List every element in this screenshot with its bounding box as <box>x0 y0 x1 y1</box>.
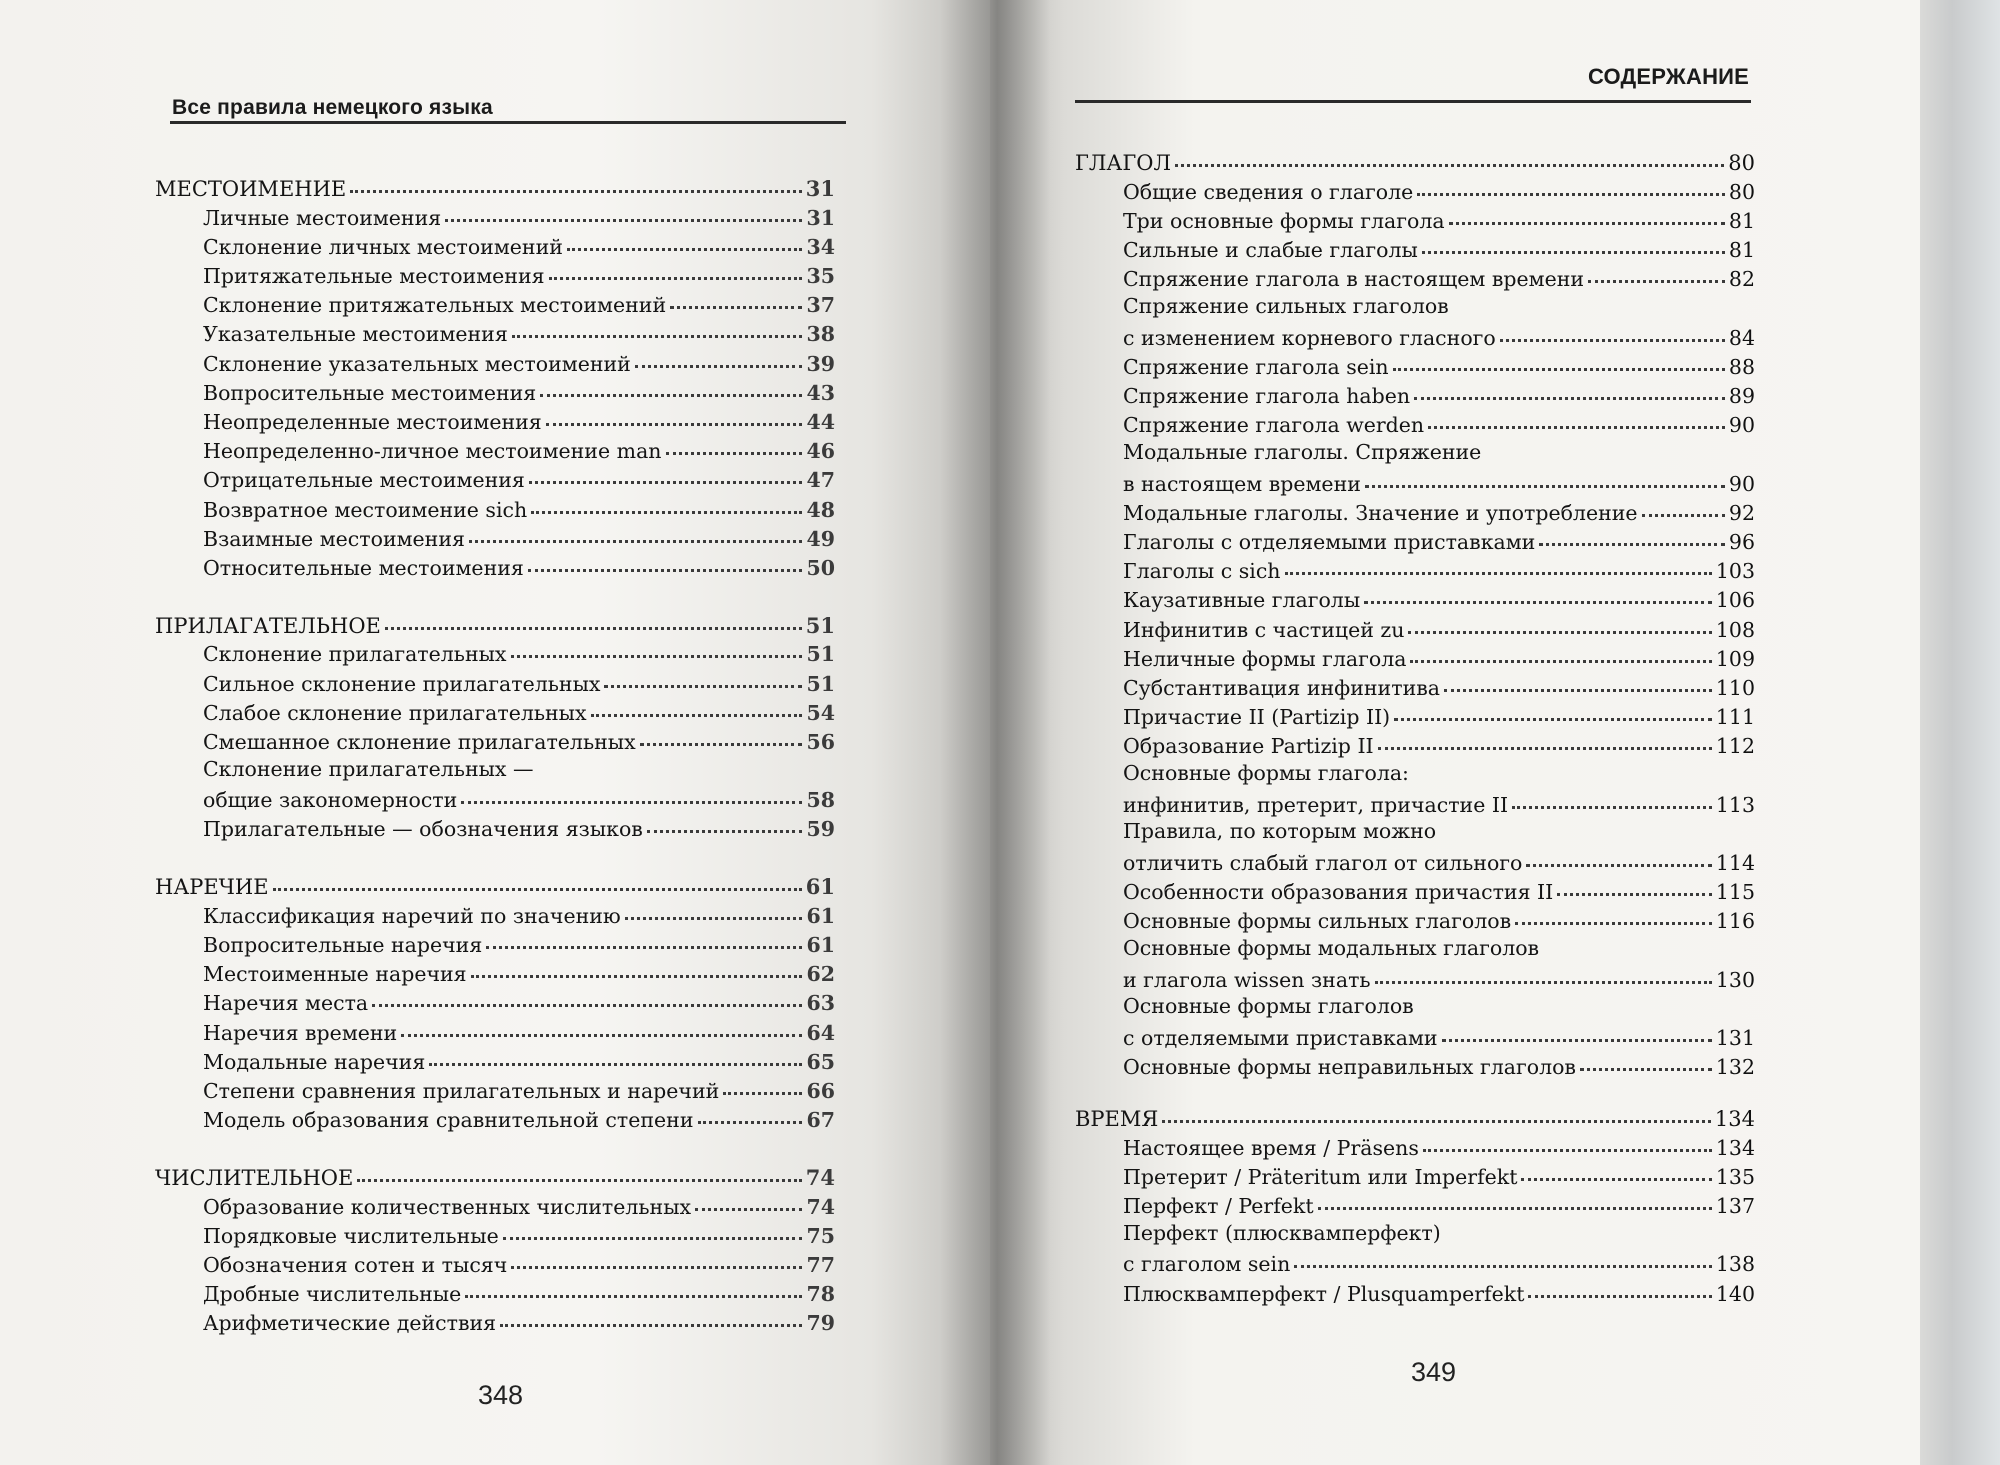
toc-entry: Наречия места 63 <box>155 987 835 1016</box>
toc-entry: Перфект / Perfekt 137 <box>1075 1190 1755 1219</box>
toc-entry: Субстантивация инфинитива 110 <box>1075 671 1755 700</box>
toc-entry: Неличные формы глагола 109 <box>1075 642 1755 671</box>
toc-entry: Склонение указательных местоимений 39 <box>155 347 835 376</box>
toc-entry: Притяжательные местоимения 35 <box>155 260 835 289</box>
toc-entry: Вопросительные наречия 61 <box>155 929 835 958</box>
toc-entry: Перфект (плюсквамперфект) <box>1123 1220 1441 1245</box>
toc-entry: Образование количественных числительных 74 <box>155 1190 835 1219</box>
toc-entry: Местоименные наречия 62 <box>155 958 835 987</box>
toc-entry: Общие сведения о глаголе 80 <box>1075 175 1755 204</box>
toc-entry: Неопределенно-личное местоимение man 46 <box>155 435 835 464</box>
toc-entry: Претерит / Präteritum или Imperfekt 135 <box>1075 1160 1755 1189</box>
toc-entry: Глаголы с sich 103 <box>1075 555 1755 584</box>
toc-entry: Основные формы модальных глаголов <box>1123 936 1540 961</box>
toc-entry: Указательные местоимения 38 <box>155 318 835 347</box>
running-head: Все правила немецкого языка <box>172 96 493 119</box>
toc-entry: Основные формы глаголов <box>1123 994 1414 1019</box>
toc-section: ГЛАГОЛ 80 <box>1075 146 1755 175</box>
toc-entry: Три основные формы глагола 81 <box>1075 204 1755 233</box>
toc-entry: Взаимные местоимения 49 <box>155 522 835 551</box>
toc-entry: Спряжение глагола werden 90 <box>1075 409 1755 438</box>
toc-entry: Смешанное склонение прилагательных 56 <box>155 725 835 754</box>
toc-entry: Наречия времени 64 <box>155 1016 835 1045</box>
toc-entry: Инфинитив с частицей zu 108 <box>1075 613 1755 642</box>
toc-entry: отличить слабый глагол от сильного 114 <box>1075 847 1755 876</box>
toc-entry: Основные формы сильных глаголов 116 <box>1075 905 1755 934</box>
table-of-contents <box>1075 146 1755 1306</box>
left-page <box>0 0 990 1465</box>
toc-entry: Модальные глаголы. Спряжение <box>1123 439 1482 464</box>
header-rule <box>1075 100 1751 103</box>
toc-entry: Спряжение глагола в настоящем времени 82 <box>1075 263 1755 292</box>
toc-section: НАРЕЧИЕ 61 <box>155 870 835 899</box>
toc-entry: Возвратное местоимение sich 48 <box>155 493 835 522</box>
book-gutter-shadow <box>940 0 1050 1465</box>
toc-entry: Личные местоимения 31 <box>155 201 835 230</box>
toc-entry: инфинитив, претерит, причастие II 113 <box>1075 788 1755 817</box>
toc-entry: Дробные числительные 78 <box>155 1278 835 1307</box>
toc-entry: и глагола wissen знать 130 <box>1075 963 1755 992</box>
toc-entry: Сильное склонение прилагательных 51 <box>155 667 835 696</box>
toc-entry: Основные формы глагола: <box>1123 760 1409 785</box>
toc-entry: Классификация наречий по значению 61 <box>155 899 835 928</box>
toc-entry: Настоящее время / Präsens 134 <box>1075 1131 1755 1160</box>
toc-entry: в настоящем времени 90 <box>1075 467 1755 496</box>
leader-dots <box>350 169 802 193</box>
book-cover-edge <box>1920 0 2000 1465</box>
table-of-contents <box>155 172 835 1336</box>
toc-entry: Модальные глаголы. Значение и употребление 92 <box>1075 496 1755 525</box>
toc-entry: общие закономерности 58 <box>155 784 835 813</box>
toc-entry: Вопросительные местоимения 43 <box>155 376 835 405</box>
toc-entry: Спряжение глагола sein 88 <box>1075 350 1755 379</box>
toc-entry: Особенности образования причастия II 115 <box>1075 876 1755 905</box>
toc-entry: Правила, по которым можно <box>1123 819 1437 844</box>
toc-entry: Сильные и слабые глаголы 81 <box>1075 234 1755 263</box>
toc-section: ЧИСЛИТЕЛЬНОЕ 74 <box>155 1161 835 1190</box>
toc-entry: Склонение прилагательных — <box>203 756 534 781</box>
toc-entry: Арифметические действия 79 <box>155 1307 835 1336</box>
toc-entry: Склонение притяжательных местоимений 37 <box>155 289 835 318</box>
toc-entry: Глаголы с отделяемыми приставками 96 <box>1075 525 1755 554</box>
toc-section: ВРЕМЯ 134 <box>1075 1102 1755 1131</box>
toc-entry: Плюсквамперфект / Plusquamperfekt 140 <box>1075 1277 1755 1306</box>
toc-section: ПРИЛАГАТЕЛЬНОЕ 51 <box>155 609 835 638</box>
toc-entry: Относительные местоимения 50 <box>155 551 835 580</box>
header-rule <box>170 121 846 124</box>
toc-entry: Образование Partizip II 112 <box>1075 730 1755 759</box>
toc-entry: Порядковые числительные 75 <box>155 1219 835 1248</box>
toc-entry: Склонение прилагательных 51 <box>155 638 835 667</box>
toc-entry: Степени сравнения прилагательных и наречий 66 <box>155 1074 835 1103</box>
page-number: 349 <box>1411 1357 1457 1387</box>
toc-entry: Причастие II (Partizip II) 111 <box>1075 701 1755 730</box>
toc-entry: Основные формы неправильных глаголов 132 <box>1075 1051 1755 1080</box>
toc-entry: Слабое склонение прилагательных 54 <box>155 696 835 725</box>
toc-entry: с изменением корневого гласного 84 <box>1075 321 1755 350</box>
toc-entry: Склонение личных местоимений 34 <box>155 230 835 259</box>
running-head: СОДЕРЖАНИЕ <box>1588 64 1750 89</box>
toc-entry: Отрицательные местоимения 47 <box>155 464 835 493</box>
toc-entry: Модель образования сравнительной степени 67 <box>155 1104 835 1133</box>
toc-entry: Модальные наречия 65 <box>155 1045 835 1074</box>
toc-entry: Неопределенные местоимения 44 <box>155 406 835 435</box>
toc-section: МЕСТОИМЕНИЕ 31 <box>155 172 835 201</box>
toc-entry: с глаголом sein 138 <box>1075 1248 1755 1277</box>
toc-entry: Прилагательные — обозначения языков 59 <box>155 813 835 842</box>
toc-entry: Каузативные глаголы 106 <box>1075 584 1755 613</box>
toc-entry: с отделяемыми приставками 131 <box>1075 1022 1755 1051</box>
page-number: 348 <box>478 1380 524 1410</box>
toc-entry: Спряжение глагола haben 89 <box>1075 380 1755 409</box>
toc-entry: Обозначения сотен и тысяч 77 <box>155 1248 835 1277</box>
toc-entry: Спряжение сильных глаголов <box>1123 293 1449 318</box>
